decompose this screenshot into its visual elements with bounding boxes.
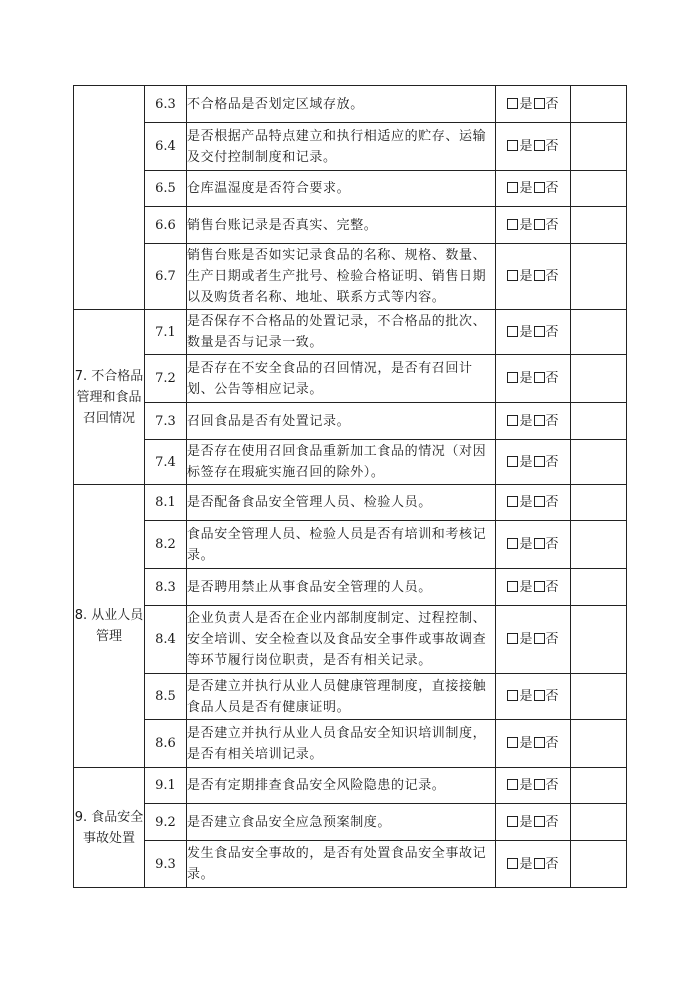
yes-no-options[interactable]: 是 否: [496, 123, 571, 171]
remarks-cell[interactable]: [571, 207, 627, 244]
yes-checkbox[interactable]: [507, 779, 518, 790]
yes-checkbox[interactable]: [507, 182, 518, 193]
item-content: 是否存在不安全食品的召回情况，是否有召回计划、公告等相应记录。: [187, 355, 496, 403]
yes-no-options[interactable]: 是 否: [496, 720, 571, 768]
table-row: [74, 207, 627, 244]
no-checkbox[interactable]: [534, 140, 545, 151]
table-row: [74, 244, 627, 310]
remarks-cell[interactable]: [571, 440, 627, 485]
yes-checkbox[interactable]: [507, 538, 518, 549]
table-row: [74, 440, 627, 485]
no-checkbox[interactable]: [534, 456, 545, 467]
table-row: [74, 403, 627, 440]
yes-no-options[interactable]: 是 否: [496, 768, 571, 804]
no-checkbox[interactable]: [534, 737, 545, 748]
item-content: 是否建立并执行从业人员食品安全知识培训制度，是否有相关培训记录。: [187, 720, 496, 768]
yes-no-options[interactable]: 是 否: [496, 403, 571, 440]
item-number: 8.3: [145, 569, 187, 606]
item-content: 是否聘用禁止从事食品安全管理的人员。: [187, 569, 496, 606]
no-checkbox[interactable]: [534, 415, 545, 426]
yes-no-options[interactable]: 是 否: [496, 569, 571, 606]
yes-checkbox[interactable]: [507, 633, 518, 644]
yes-no-options[interactable]: 是 否: [496, 606, 571, 674]
yes-no-options[interactable]: 是 否: [496, 244, 571, 310]
no-checkbox[interactable]: [534, 496, 545, 507]
item-content: 企业负责人是否在企业内部制度制定、过程控制、安全培训、安全检查以及食品安全事件或事故调查等环节履行岗位职责，是否有相关记录。: [187, 606, 496, 674]
remarks-cell[interactable]: [571, 244, 627, 310]
item-number: 8.5: [145, 674, 187, 720]
yes-checkbox[interactable]: [507, 140, 518, 151]
category-cell: 9. 食品安全事故处置: [74, 768, 145, 888]
no-checkbox[interactable]: [534, 270, 545, 281]
yes-no-options[interactable]: 是 否: [496, 355, 571, 403]
yes-checkbox[interactable]: [507, 858, 518, 869]
table-row: [74, 768, 627, 804]
item-content: 是否配备食品安全管理人员、检验人员。: [187, 485, 496, 521]
no-checkbox[interactable]: [534, 98, 545, 109]
yes-checkbox[interactable]: [507, 372, 518, 383]
item-number: 8.6: [145, 720, 187, 768]
item-number: 9.3: [145, 841, 187, 888]
item-content: 仓库温湿度是否符合要求。: [187, 171, 496, 207]
item-number: 7.3: [145, 403, 187, 440]
yes-no-options[interactable]: 是 否: [496, 804, 571, 841]
yes-checkbox[interactable]: [507, 456, 518, 467]
no-checkbox[interactable]: [534, 816, 545, 827]
table-row: [74, 804, 627, 841]
yes-no-options[interactable]: 是 否: [496, 521, 571, 569]
remarks-cell[interactable]: [571, 606, 627, 674]
item-content: 是否有定期排查食品安全风险隐患的记录。: [187, 768, 496, 804]
remarks-cell[interactable]: [571, 485, 627, 521]
remarks-cell[interactable]: [571, 355, 627, 403]
table-row: [74, 720, 627, 768]
inspection-checklist-table: [73, 85, 627, 888]
item-content: 是否建立食品安全应急预案制度。: [187, 804, 496, 841]
item-number: 7.4: [145, 440, 187, 485]
table-row: [74, 123, 627, 171]
yes-checkbox[interactable]: [507, 737, 518, 748]
remarks-cell[interactable]: [571, 171, 627, 207]
item-number: 8.1: [145, 485, 187, 521]
remarks-cell[interactable]: [571, 403, 627, 440]
item-content: 是否建立并执行从业人员健康管理制度，直接接触食品人员是否有健康证明。: [187, 674, 496, 720]
item-number: 7.2: [145, 355, 187, 403]
item-content: 是否根据产品特点建立和执行相适应的贮存、运输及交付控制制度和记录。: [187, 123, 496, 171]
no-checkbox[interactable]: [534, 633, 545, 644]
item-content: 召回食品是否有处置记录。: [187, 403, 496, 440]
table-row: [74, 841, 627, 888]
yes-no-options[interactable]: 是 否: [496, 310, 571, 355]
no-checkbox[interactable]: [534, 372, 545, 383]
yes-checkbox[interactable]: [507, 690, 518, 701]
yes-checkbox[interactable]: [507, 581, 518, 592]
table-row: [74, 569, 627, 606]
item-content: 是否保存不合格品的处置记录，不合格品的批次、数量是否与记录一致。: [187, 310, 496, 355]
no-checkbox[interactable]: [534, 581, 545, 592]
no-checkbox[interactable]: [534, 690, 545, 701]
item-number: 7.1: [145, 310, 187, 355]
yes-no-options[interactable]: 是 否: [496, 86, 571, 123]
table-row: [74, 355, 627, 403]
item-number: 8.4: [145, 606, 187, 674]
no-checkbox[interactable]: [534, 219, 545, 230]
item-number: 9.2: [145, 804, 187, 841]
item-content: 销售台账记录是否真实、完整。: [187, 207, 496, 244]
no-checkbox[interactable]: [534, 182, 545, 193]
item-number: 6.3: [145, 86, 187, 123]
item-content: 食品安全管理人员、检验人员是否有培训和考核记录。: [187, 521, 496, 569]
category-cell: 8. 从业人员管理: [74, 485, 145, 768]
yes-checkbox[interactable]: [507, 98, 518, 109]
remarks-cell[interactable]: [571, 720, 627, 768]
remarks-cell[interactable]: [571, 86, 627, 123]
yes-checkbox[interactable]: [507, 326, 518, 337]
remarks-cell[interactable]: [571, 674, 627, 720]
item-number: 6.4: [145, 123, 187, 171]
item-number: 8.2: [145, 521, 187, 569]
category-cell-empty: [74, 86, 145, 310]
yes-checkbox[interactable]: [507, 270, 518, 281]
remarks-cell[interactable]: [571, 804, 627, 841]
yes-no-options[interactable]: 是 否: [496, 485, 571, 521]
item-number: 6.5: [145, 171, 187, 207]
table-row: [74, 606, 627, 674]
yes-checkbox[interactable]: [507, 415, 518, 426]
table-row: [74, 310, 627, 355]
table-row: [74, 521, 627, 569]
item-content: 发生食品安全事故的，是否有处置食品安全事故记录。: [187, 841, 496, 888]
remarks-cell[interactable]: [571, 768, 627, 804]
table-row: [74, 485, 627, 521]
yes-no-options[interactable]: 是 否: [496, 841, 571, 888]
remarks-cell[interactable]: [571, 569, 627, 606]
table-row: [74, 674, 627, 720]
remarks-cell[interactable]: [571, 123, 627, 171]
no-checkbox[interactable]: [534, 779, 545, 790]
table-row: [74, 171, 627, 207]
yes-checkbox[interactable]: [507, 219, 518, 230]
remarks-cell[interactable]: [571, 310, 627, 355]
table-row: [74, 86, 627, 123]
yes-no-options[interactable]: 是 否: [496, 674, 571, 720]
yes-checkbox[interactable]: [507, 496, 518, 507]
yes-no-options[interactable]: 是 否: [496, 207, 571, 244]
item-content: 是否存在使用召回食品重新加工食品的情况（对因标签存在瑕疵实施召回的除外）。: [187, 440, 496, 485]
no-checkbox[interactable]: [534, 858, 545, 869]
yes-checkbox[interactable]: [507, 816, 518, 827]
remarks-cell[interactable]: [571, 521, 627, 569]
no-checkbox[interactable]: [534, 538, 545, 549]
remarks-cell[interactable]: [571, 841, 627, 888]
item-content: 不合格品是否划定区域存放。: [187, 86, 496, 123]
yes-no-options[interactable]: 是 否: [496, 440, 571, 485]
item-number: 6.6: [145, 207, 187, 244]
item-content: 销售台账是否如实记录食品的名称、规格、数量、生产日期或者生产批号、检验合格证明、销售日期以及购货者名称、地址、联系方式等内容。: [187, 244, 496, 310]
yes-no-options[interactable]: 是 否: [496, 171, 571, 207]
no-checkbox[interactable]: [534, 326, 545, 337]
category-cell: 7. 不合格品管理和食品召回情况: [74, 310, 145, 485]
item-number: 9.1: [145, 768, 187, 804]
item-number: 6.7: [145, 244, 187, 310]
